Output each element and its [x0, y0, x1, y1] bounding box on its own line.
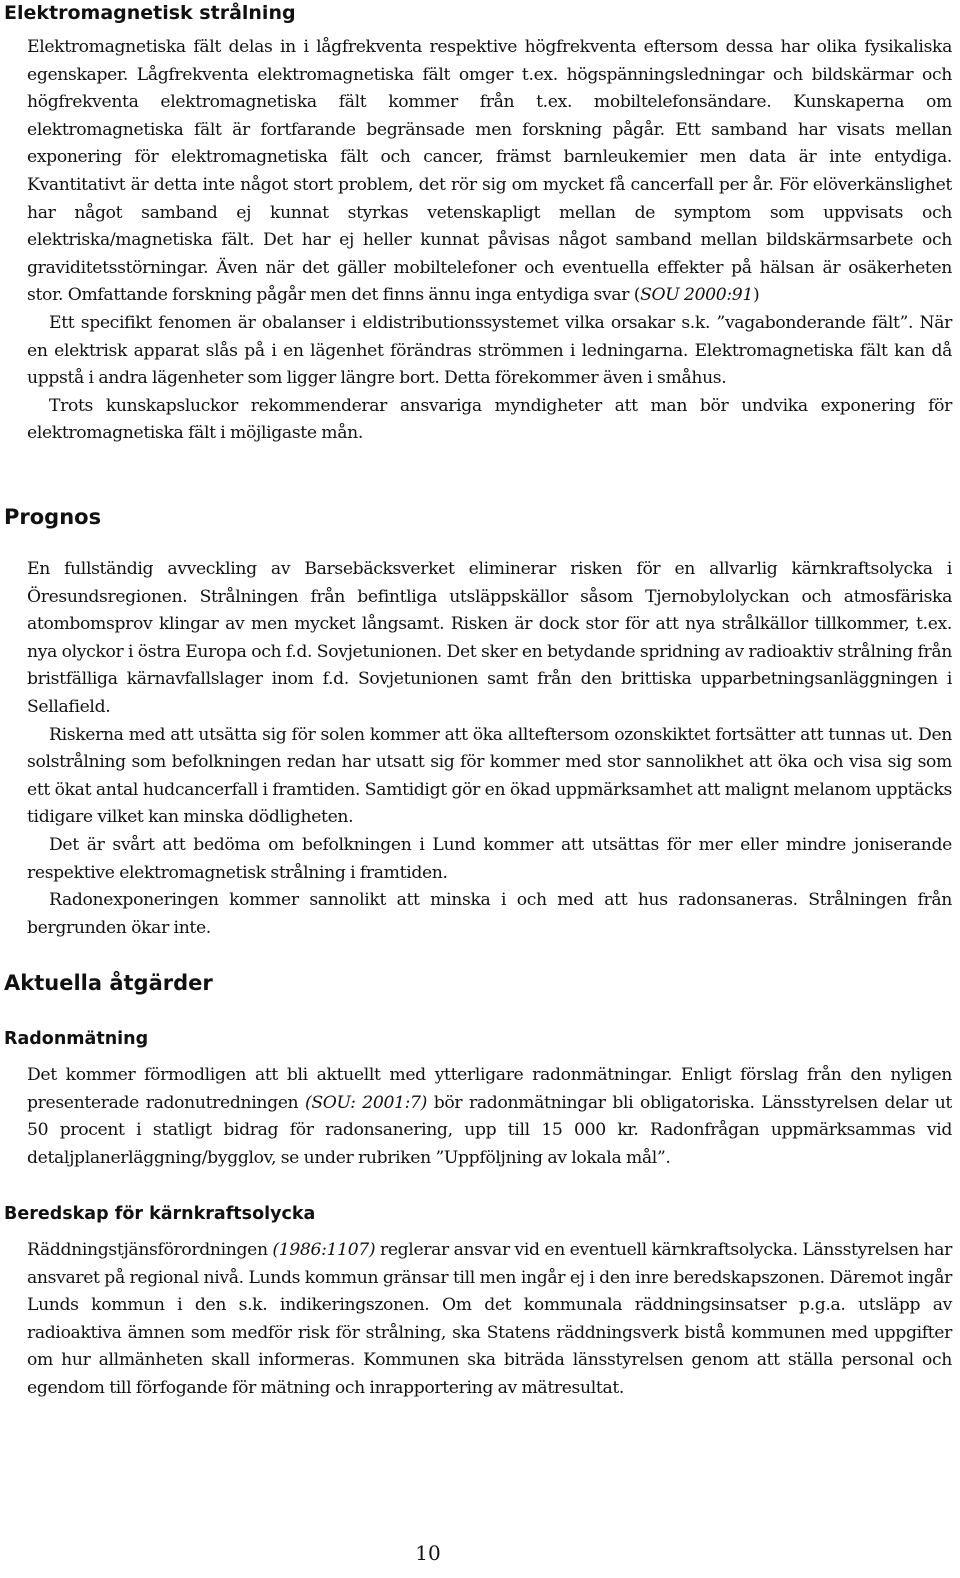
heading-beredskap-for-karnkraftsolycka: Beredskap för kärnkraftsolycka — [4, 1204, 316, 1224]
reference: (1986:1107) — [272, 1240, 376, 1260]
paragraph: Riskerna med att utsätta sig för solen kommer att öka allteftersom ozonskiktet fortsätter att tunnas ut. Den solstrålning som befolkningen redan har utsatt sig för kommer med stor sannolikhet att öka och visa sig som ett ökat antal hudcancerfall i framtiden. Samtidigt gör en ökad uppmärksamhet att malignt melanom upptäcks tidigare vilket kan minska dödligheten. — [27, 724, 952, 828]
paragraph: Det kommer förmodligen att bli aktuellt med ytterligare radonmätningar. Enligt förslag från den nyligen presenterade radonutredningen (SOU: 2001:7) bör radonmätningar bli obligatoriska. Länsstyrelsen delar ut 50 procent i statligt bidrag för radonsanering, upp till 15 000 kr. Radonfrågan uppmärksammas vid detaljplanerläggning/bygglov, se under rubriken ”Uppföljning av lokala mål”. — [27, 1065, 952, 1168]
paragraph: Ett specifikt fenomen är obalanser i eldistributionssystemet vilka orsakar s.k. ”vagabonderande fält”. När en elektrisk apparat slås på i en lägenhet förändras strömmen i ledningarna. Elektromagnetiska fält kan då uppstå i andra lägenheter som ligger längre bort. Detta förekommer även i småhus. — [27, 312, 952, 389]
section-radonmatning — [27, 1062, 952, 1172]
section-prognos — [27, 556, 952, 942]
paragraph: Det är svårt att bedöma om befolkningen i Lund kommer att utsättas för mer eller mindre joniserande respektive elektromagnetisk strålning i framtiden. — [27, 834, 952, 883]
section-elektromagnetisk-stralning — [27, 34, 952, 448]
paragraph: En fullständig avveckling av Barsebäcksverket eliminerar risken för en allvarlig kärnkraftsolycka i Öresundsregionen. Strålningen från befintliga utsläppskällor såsom Tjernobylolyckan och atmosfäriska atombomsprov klingar av men mycket långsamt. Risken är dock stor för att nya strålkällor tillkommer, t.ex. nya olyckor i östra Europa och f.d. Sovjetunionen. Det sker en betydande spridning av radioaktiv strålning från bristfälliga kärnavfallslager inom f.d. Sovjetunionen samt från den brittiska upparbetningsanläggningen i Sellafield. — [27, 559, 952, 717]
heading-prognos: Prognos — [4, 505, 102, 529]
paragraph: Räddningstjänsförordningen (1986:1107) reglerar ansvar vid en eventuell kärnkraftsolycka. Länsstyrelsen har ansvaret på regional nivå. Lunds kommun gränsar till men ingår ej i den inre beredskapszonen. Däremot ingår Lunds kommun i den s.k. indikeringszonen. Om det kommunala räddningsinsatser p.g.a. utsläpp av radioaktiva ämnen som medför risk för strålning, ska Statens räddningsverk bistå kommunen med uppgifter om hur allmänheten skall informeras. Kommunen ska biträda länsstyrelsen genom att ställa personal och egendom till förfogande för mätning och inrapportering av mätresultat. — [27, 1240, 952, 1398]
paragraph: Elektromagnetiska fält delas in i lågfrekventa respektive högfrekventa eftersom dessa har olika fysikaliska egenskaper. Lågfrekventa elektromagnetiska fält omger t.ex. högspänningsledningar och bildskärmar och högfrekventa elektromagnetiska fält kommer från t.ex. mobiltelefonsändare. Kunskaperna om elektromagnetiska fält är fortfarande begränsade men forskning pågår. Ett samband har visats mellan exponering för elektromagnetiska fält och cancer, främst barnleukemier men data är inte entydiga. Kvantitativt är detta inte något stort problem, det rör sig om mycket få cancerfall per år. För elöverkänslighet har något samband ej kunnat styrkas vetenskapligt mellan de symptom som uppvisats och elektriska/magnetiska fält. Det har ej heller kunnat påvisas något samband mellan bildskärmsarbete och graviditetsstörningar. Även när det gäller mobiltelefoner och eventuella effekter på hälsan är osäkerheten stor. Omfattande forskning pågår men det finns ännu inga entydiga svar (SOU 2000:91) — [27, 37, 952, 306]
heading-aktuella-atgarder: Aktuella åtgärder — [4, 971, 213, 995]
paragraph: Radonexponeringen kommer sannolikt att minska i och med att hus radonsaneras. Strålningen från bergrunden ökar inte. — [27, 890, 952, 938]
reference: (SOU: 2001:7) — [305, 1092, 427, 1113]
paragraph: Trots kunskapsluckor rekommenderar ansvariga myndigheter att man bör undvika exponering för elektromagnetiska fält i möjligaste mån. — [27, 395, 952, 444]
heading-radonmatning: Radonmätning — [4, 1029, 149, 1049]
heading-elektromagnetisk-stralning: Elektromagnetisk strålning — [4, 2, 296, 24]
page-number: 10 — [415, 1541, 441, 1565]
section-beredskap — [27, 1237, 952, 1403]
reference: SOU 2000:91 — [640, 285, 753, 306]
